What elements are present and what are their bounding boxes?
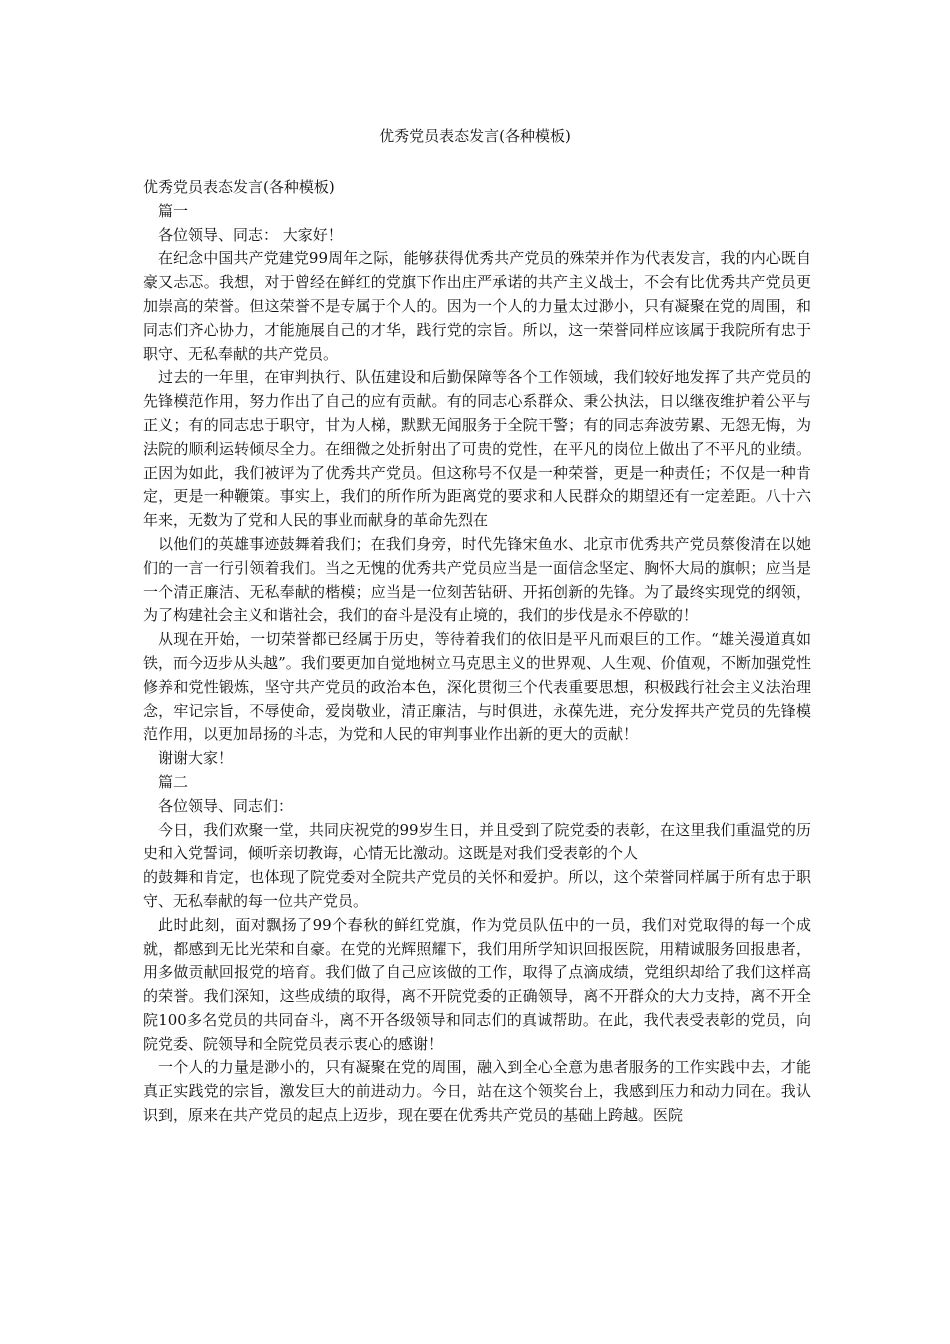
section-heading-1: 篇一 bbox=[158, 201, 189, 220]
document-subtitle: 优秀党员表态发言(各种模板) bbox=[143, 178, 335, 196]
page-title: 优秀党员表态发言(各种模板) bbox=[379, 127, 571, 145]
paragraph: 的鼓舞和肯定，也体现了院党委对全院共产党员的关怀和爱护。所以，这个荣誉同样属于所有忠于职守、无私奉献的每一位共产党员。 bbox=[143, 868, 811, 910]
salutation-2: 各位领导、同志们： bbox=[158, 796, 294, 815]
paragraph: 从现在开始，一切荣誉都已经属于历史，等待着我们的依旧是平凡而艰巨的工作。“雄关漫道真如铁，而今迈步从头越”。我们要更加自觉地树立马克思主义的世界观、人生观、价值观，不断加强党性修养和党性锻炼，坚守共产党员的政治本色，深化贯彻三个代表重要思想，积极践行社会主义法治理念，牢记宗旨，不辱使命，爱岗敬业，清正廉洁，与时俱进，永葆先进，充分发挥共产党员的先锋模范作用，以更加昂扬的斗志，为党和人民的审判事业作出新的更大的贡献！ bbox=[143, 630, 811, 744]
paragraph: 此时此刻，面对飘扬了99个春秋的鲜红党旗，作为党员队伍中的一员，我们对党取得的每一个成就，都感到无比光荣和自豪。在党的光辉照耀下，我们用所学知识回报医院，用精诚服务回报患者，用多做贡献回报党的培育。我们做了自己应该做的工作，取得了点滴成绩，党组织却给了我们这样高的荣誉。我们深知，这些成绩的取得，离不开院党委的正确领导，离不开群众的大力支持，离不开全院100多名党员的共同奋斗，离不开各级领导和同志们的真诚帮助。在此，我代表受表彰的党员，向院党委、院领导和全院党员表示衷心的感谢！ bbox=[143, 915, 811, 1053]
closing-thanks: 谢谢大家！ bbox=[158, 749, 234, 768]
paragraph: 在纪念中国共产党建党99周年之际，能够获得优秀共产党员的殊荣并作为代表发言，我的内心既自豪又忐忑。我想，对于曾经在鲜红的党旗下作出庄严承诺的共产主义战士，不会有比优秀共产党员更加崇高的荣誉。但这荣誉不是专属于个人的。因为一个人的力量太过渺小，只有凝聚在党的周围，和同志们齐心协力，才能施展自己的才华，践行党的宗旨。所以，这一荣誉同样应该属于我院所有忠于职守、无私奉献的共产党员。 bbox=[143, 249, 811, 363]
paragraph: 过去的一年里，在审判执行、队伍建设和后勤保障等各个工作领域，我们较好地发挥了共产党员的先锋模范作用，努力作出了自己的应有贡献。有的同志心系群众、秉公执法，日以继夜维护着公平与正义；有的同志忠于职守，甘为人梯，默默无闻服务于全院干警；有的同志奔波劳累、无怨无悔，为法院的顺利运转倾尽全力。在细微之处折射出了可贵的党性，在平凡的岗位上做出了不平凡的业绩。正因为如此，我们被评为了优秀共产党员。但这称号不仅是一种荣誉，更是一种责任；不仅是一种肯定，更是一种鞭策。事实上，我们的所作所为距离党的要求和人民群众的期望还有一定差距。八十六年来，无数为了党和人民的事业而献身的革命先烈在 bbox=[143, 368, 811, 530]
section-heading-2: 篇二 bbox=[158, 772, 189, 791]
document-body bbox=[143, 176, 811, 1128]
paragraph: 以他们的英雄事迹鼓舞着我们；在我们身旁，时代先锋宋鱼水、北京市优秀共产党员蔡俊清在以她们的一言一行引领着我们。当之无愧的优秀共产党员应当是一面信念坚定、胸怀大局的旗帜；应当是一个清正廉洁、无私奉献的楷模；应当是一位刻苦钻研、开拓创新的先锋。为了最终实现党的纲领，为了构建社会主义和谐社会，我们的奋斗是没有止境的，我们的步伐是永不停歇的！ bbox=[143, 534, 811, 625]
paragraph: 今日，我们欢聚一堂，共同庆祝党的99岁生日，并且受到了院党委的表彰，在这里我们重温党的历史和入党誓词，倾听亲切教诲，心情无比激动。这既是对我们受表彰的个人 bbox=[143, 820, 811, 863]
paragraph: 一个人的力量是渺小的，只有凝聚在党的周围，融入到全心全意为患者服务的工作实践中去，才能真正实践党的宗旨，激发巨大的前进动力。今日，站在这个领奖台上，我感到压力和动力同在。我认识到，原来在共产党员的起点上迈步，现在要在优秀共产党员的基础上跨越。医院 bbox=[143, 1058, 811, 1125]
salutation-1: 各位领导、同志： 大家好！ bbox=[158, 225, 343, 244]
